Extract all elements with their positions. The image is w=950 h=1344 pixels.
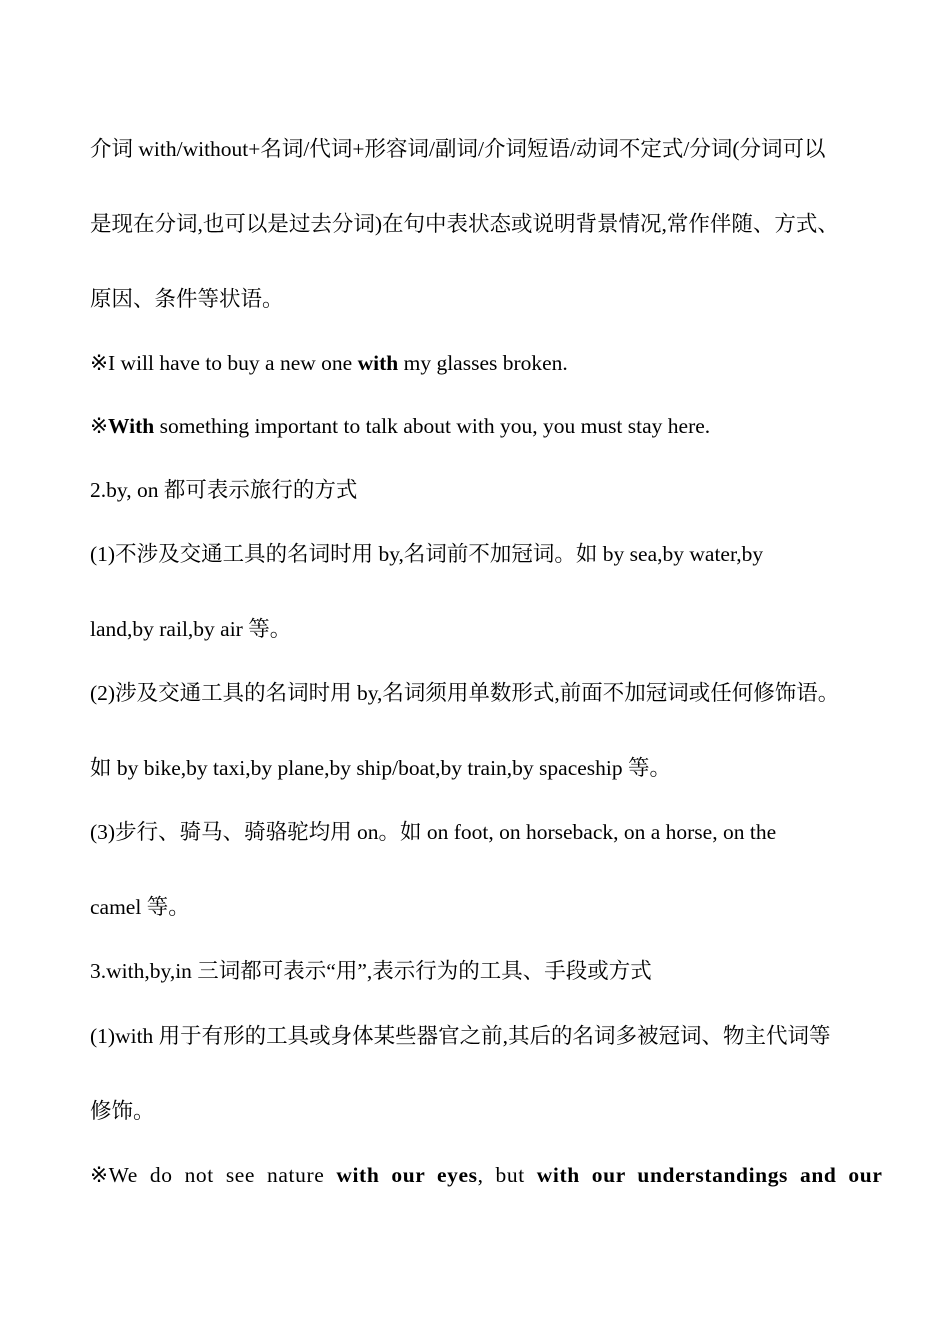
example-text: ※ [90, 414, 109, 438]
paragraph-line: (1)不涉及交通工具的名词时用 by,名词前不加冠词。如 by sea,by water,by [90, 542, 764, 566]
section-heading: 3.with,by,in 三词都可表示“用”,表示行为的工具、手段或方式 [90, 959, 652, 983]
example-bold: with our eyes [336, 1163, 478, 1187]
paragraph-line: 如 by bike,by taxi,by plane,by ship/boat,by train,by spaceship 等。 [90, 756, 672, 780]
example-bold: with our understandings and our [536, 1163, 883, 1187]
paragraph-line: (1)with 用于有形的工具或身体某些器官之前,其后的名词多被冠词、物主代词等 [90, 1024, 831, 1048]
paragraph-line: land,by rail,by air 等。 [90, 617, 292, 641]
example-text: , but [477, 1163, 537, 1187]
example-sentence [90, 348, 880, 378]
example-sentence [90, 1160, 883, 1190]
paragraph-line: (3)步行、骑马、骑骆驼均用 on。如 on foot, on horseback, on a horse, on the [90, 820, 777, 844]
example-bold: with [357, 351, 399, 375]
example-text: something important to talk about with you, you must stay here. [154, 414, 711, 438]
example-text: my glasses broken. [398, 351, 568, 375]
paragraph-line: 原因、条件等状语。 [90, 287, 284, 311]
example-bold: With [108, 414, 155, 438]
section-heading: 2.by, on 都可表示旅行的方式 [90, 478, 358, 502]
paragraph-line: 修饰。 [90, 1099, 155, 1123]
example-sentence [90, 411, 880, 441]
paragraph-line: camel 等。 [90, 895, 190, 919]
example-text: ※I will have to buy a new one [90, 351, 358, 375]
paragraph-line: 介词 with/without+名词/代词+形容词/副词/介词短语/动词不定式/分词(分词可以 [90, 137, 826, 161]
paragraph-line: 是现在分词,也可以是过去分词)在句中表状态或说明背景情况,常作伴随、方式、 [90, 212, 839, 236]
paragraph-line: (2)涉及交通工具的名词时用 by,名词须用单数形式,前面不加冠词或任何修饰语。 [90, 681, 840, 705]
example-text: ※We do not see nature [90, 1163, 337, 1187]
